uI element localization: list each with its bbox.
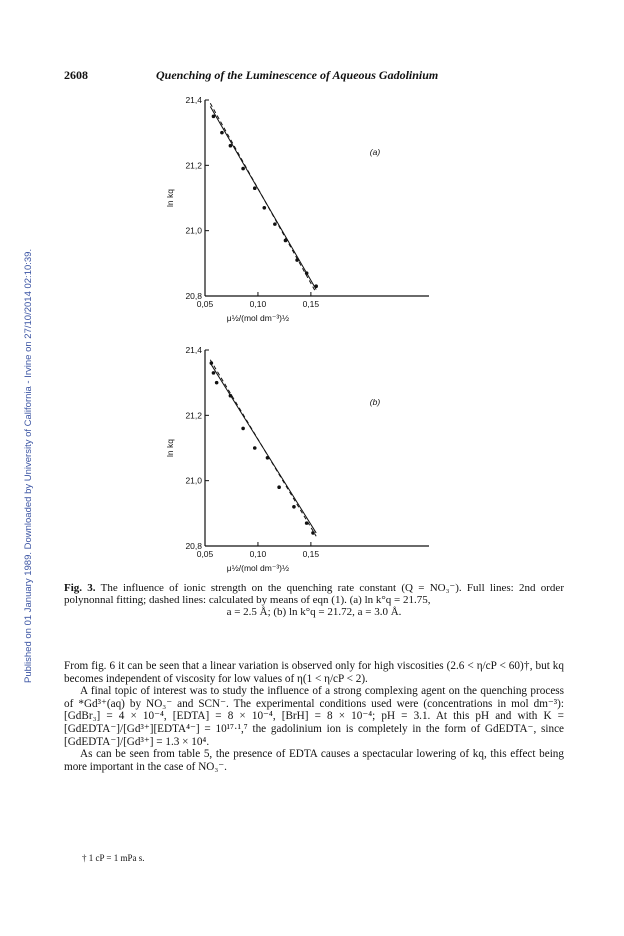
x-tick-label: 0,10 (249, 549, 267, 559)
data-point (311, 531, 315, 535)
fit-line-full (210, 363, 316, 533)
data-point (210, 361, 214, 365)
y-tick-label: 21,0 (185, 225, 202, 236)
panel-label: (b) (369, 397, 381, 407)
paragraph: From fig. 6 it can be seen that a linear variation is observed only for high viscosities (2.6 < η/cP < 60)†, but kq becomes independent of viscosity for low values of η(1 < η/cP < 2). (64, 660, 564, 685)
y-tick-label: 20,8 (185, 291, 202, 301)
y-tick-label: 21,2 (185, 410, 202, 421)
data-point (215, 381, 219, 385)
data-point (229, 394, 233, 398)
running-title: Quenching of the Luminescence of Aqueous Gadolinium (156, 68, 439, 82)
y-axis-label: ln kq (165, 439, 175, 457)
panel-label: (a) (369, 147, 381, 157)
x-tick-label: 0,10 (249, 299, 267, 309)
x-tick-label: 0,05 (196, 549, 214, 559)
paragraph: A final topic of interest was to study the influence of a strong complexing agent on the quenching process of *Gd³⁺(aq) by NO₃⁻ and SCN⁻. The experimental conditions used were (concentrations in mol dm⁻³): [GdBr₃] = 4 × 10⁻⁴, [EDTA] = 8 × 10⁻⁴, [BrH] = 8 × 10⁻⁴; pH = 3.1. At this pH and with K = [GdEDTA⁻]/[Gd³⁺][EDTA⁴⁻] = 10¹⁷·¹,⁷ the gadolinium ion is completely in the form of GdEDTA⁻, since [GdEDTA⁻]/[Gd³⁺] = 1.3 × 10⁴. (64, 685, 564, 748)
y-tick-label: 21,2 (185, 160, 202, 171)
data-point (277, 485, 281, 489)
page-number: 2608 (64, 68, 88, 82)
figure-caption (64, 582, 564, 618)
y-tick-label: 20,8 (185, 541, 202, 551)
y-axis-label: ln kq (165, 189, 175, 207)
x-tick-label: 0,15 (302, 549, 320, 559)
caption-text-end: a = 2.5 Å; (b) ln k°q = 21.72, a = 3.0 Å. (226, 606, 402, 618)
x-tick-label: 0,15 (302, 299, 320, 309)
data-point (212, 371, 216, 375)
footnote: † 1 cP = 1 mPa s. (82, 853, 145, 863)
y-tick-label: 21,4 (185, 345, 202, 355)
x-tick-label: 0,05 (196, 299, 214, 309)
x-axis-label: μ½/(mol dm⁻³)½ (226, 563, 290, 573)
caption-label: Fig. 3. (64, 582, 96, 594)
download-watermark: Published on 01 January 1989. Downloaded by University of California - Irvine on 27/10/2014 02:10:39. (23, 248, 34, 683)
y-tick-label: 21,0 (185, 475, 202, 486)
paragraph: As can be seen from table 5, the presence of EDTA causes a spectacular lowering of kq, this effect being more important in the case of NO₃⁻. (64, 748, 564, 773)
data-point (292, 505, 296, 509)
y-tick-label: 21,4 (185, 95, 202, 105)
data-point (253, 446, 257, 450)
x-axis-label: μ½/(mol dm⁻³)½ (226, 313, 290, 323)
data-point (241, 427, 245, 431)
data-point (266, 456, 270, 460)
body-text (64, 660, 564, 773)
data-point (305, 521, 309, 525)
caption-text: The influence of ionic strength on the quenching rate constant (Q = NO₃⁻). Full lines: 2nd order polynonnal fitting; dashed lines: calculated by means of eqn (1). (a) ln k°q = 21.75, (64, 582, 564, 606)
